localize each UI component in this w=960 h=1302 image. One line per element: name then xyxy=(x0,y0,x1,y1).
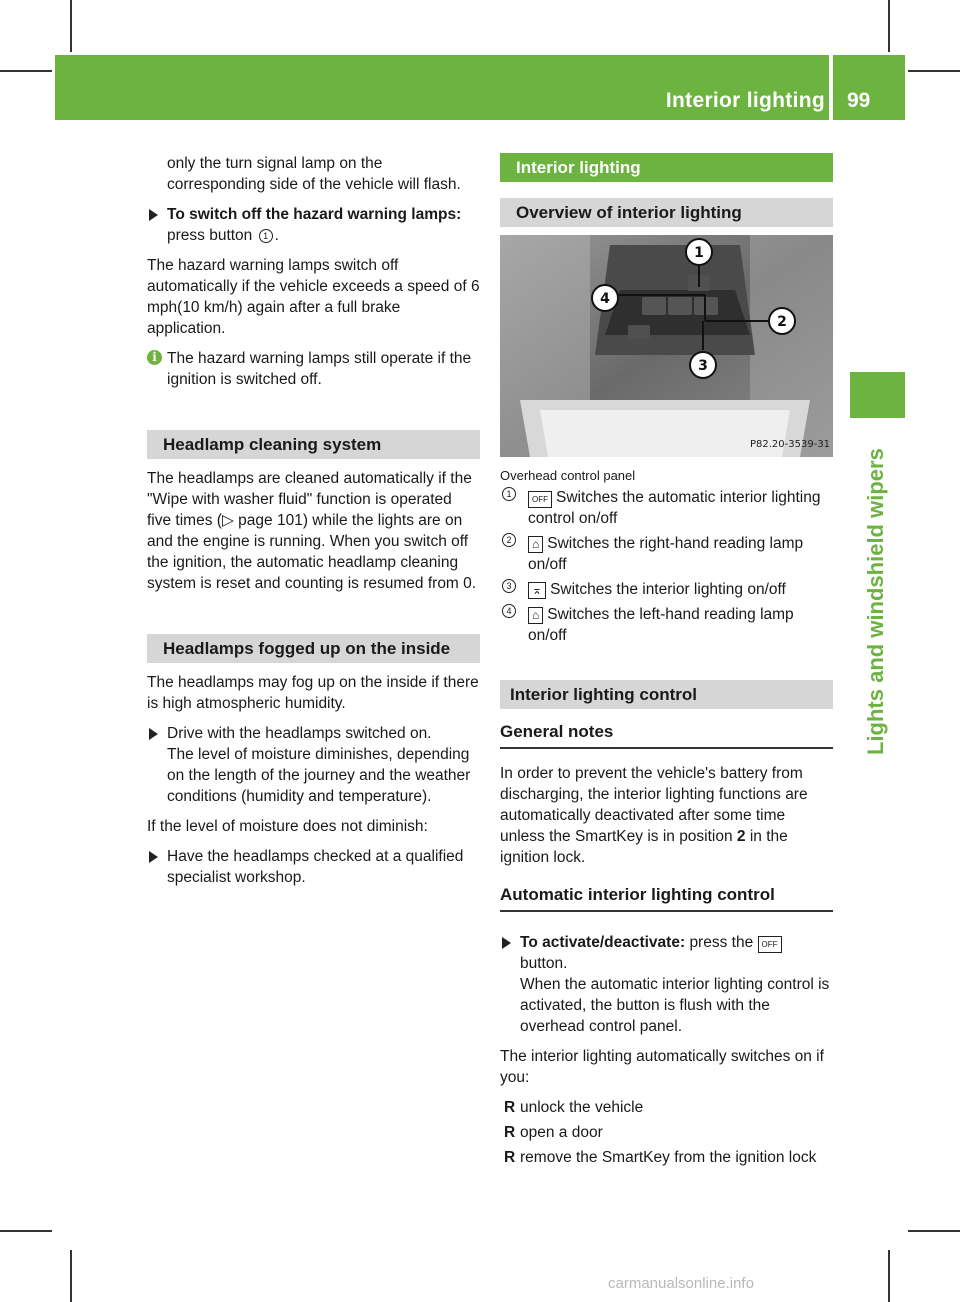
reading-lamp-icon: ⌂ xyxy=(528,536,543,553)
instruction-step xyxy=(147,723,480,807)
legend-item xyxy=(500,579,833,600)
legend-number: 3 xyxy=(502,579,516,593)
watermark: carmanualsonline.info xyxy=(608,1275,754,1292)
legend-text: Switches the automatic interior lighting control on/off xyxy=(528,489,821,527)
instruction-step: To switch off the hazard warning lamps: press button 1 . xyxy=(147,204,480,246)
list-item xyxy=(500,1122,833,1143)
bullet-icon: R xyxy=(504,1099,516,1116)
arrow-icon xyxy=(149,728,158,740)
crop-mark xyxy=(70,1250,72,1302)
step-label: To activate/deactivate: xyxy=(520,934,686,951)
paragraph: The interior lighting automatically switches on if you: xyxy=(500,1048,824,1086)
legend-number: 1 xyxy=(502,487,516,501)
arrow-icon xyxy=(502,937,511,949)
crop-mark xyxy=(908,1230,960,1232)
key-position: 2 xyxy=(736,828,746,845)
section-heading: Headlamps fogged up on the inside xyxy=(147,634,480,663)
paragraph: only the turn signal lamp on the corresponding side of the vehicle will flash. xyxy=(167,155,461,193)
subsection-heading: General notes xyxy=(500,721,833,749)
step-result: The level of moisture diminishes, depending on the length of the journey and the weather conditions (humidity and temperature). xyxy=(167,746,471,805)
reading-lamp-icon: ⌂ xyxy=(528,607,543,624)
page-number: 99 xyxy=(847,89,871,112)
callout-2-label: 2 xyxy=(777,314,787,330)
overhead-panel-photo xyxy=(500,235,833,457)
info-note xyxy=(147,348,480,390)
crop-mark xyxy=(888,1250,890,1302)
arrow-icon xyxy=(149,209,158,221)
subsection-heading: Automatic interior lighting control xyxy=(500,884,833,912)
step-text: press button xyxy=(167,227,253,244)
paragraph xyxy=(147,468,480,594)
legend-text: Switches the interior lighting on/off xyxy=(550,581,786,598)
callout-3 xyxy=(690,352,716,378)
interior-light-icon: ⌅ xyxy=(528,582,546,599)
paragraph: The hazard warning lamps switch off automatically if the vehicle exceeds a speed of 6 mph(10 km/h) again after a full brake application. xyxy=(147,257,480,337)
callout-1-label: 1 xyxy=(694,245,704,261)
callout-layer xyxy=(500,235,833,457)
paragraph: The headlamps may fog up on the inside if there is high atmospheric humidity. xyxy=(147,674,479,712)
callout-ref: 1 xyxy=(259,229,273,243)
left-column xyxy=(147,153,480,897)
legend-number: 2 xyxy=(502,533,516,547)
list-item-text: open a door xyxy=(520,1124,603,1141)
text: ) while the lights are on and the engine is running. When you switch off the ignition, the automatic headlamp cleaning system is reset and counting is resumed from 0. xyxy=(147,512,477,592)
list-item xyxy=(500,1097,833,1118)
legend-item xyxy=(500,487,833,529)
section-heading: Interior lighting xyxy=(500,153,833,182)
step-text: button. xyxy=(520,955,568,972)
auto-light-off-icon: OFF xyxy=(758,936,782,953)
crop-mark xyxy=(0,70,52,72)
legend-item xyxy=(500,533,833,575)
step-text: Drive with the headlamps switched on. xyxy=(167,725,432,742)
legend-text: Switches the right-hand reading lamp on/off xyxy=(528,535,804,573)
info-text: The hazard warning lamps still operate if the ignition is switched off. xyxy=(167,350,472,388)
bullet-icon: R xyxy=(504,1149,516,1166)
text: in the ignition lock. xyxy=(500,828,788,866)
section-heading: Headlamp cleaning system xyxy=(147,430,480,459)
crop-mark xyxy=(0,1230,52,1232)
crop-mark xyxy=(888,0,890,52)
page-title: Interior lighting xyxy=(665,89,825,112)
photo-caption: Overhead control panel xyxy=(500,468,636,483)
list-item-text: unlock the vehicle xyxy=(520,1099,644,1116)
instruction-step xyxy=(147,846,480,888)
list-item xyxy=(500,1147,833,1168)
callout-4 xyxy=(592,285,618,311)
right-column xyxy=(500,153,833,1172)
page-reference-link[interactable]: ▷ page 101 xyxy=(221,512,303,529)
header-separator xyxy=(829,55,833,120)
legend-text: Switches the left-hand reading lamp on/off xyxy=(528,606,794,644)
section-heading: Interior lighting control xyxy=(500,680,833,709)
info-icon: i xyxy=(147,350,162,365)
step-text: press the xyxy=(689,934,754,951)
text: The headlamps are cleaned automatically if the "Wipe with washer fluid" function is operated five times ( xyxy=(147,470,472,529)
photo-code: P82.20-3539-31 xyxy=(750,439,831,450)
callout-4-label: 4 xyxy=(600,291,610,307)
crop-mark xyxy=(908,70,960,72)
step-label: To switch off the hazard warning lamps: xyxy=(167,206,462,223)
legend-number: 4 xyxy=(502,604,516,618)
bullet-icon: R xyxy=(504,1124,516,1141)
text: In order to prevent the vehicle's battery from discharging, the interior lighting functions are automatically deactivated after some time unless the SmartKey is in position xyxy=(500,765,808,845)
step-result: When the automatic interior lighting control is activated, the button is flush with the overhead control panel. xyxy=(520,976,830,1035)
callout-2 xyxy=(769,308,795,334)
subsection-heading: Overview of interior lighting xyxy=(500,198,833,227)
step-text: Have the headlamps checked at a qualified specialist workshop. xyxy=(167,848,464,886)
list-item-text: remove the SmartKey from the ignition lock xyxy=(520,1149,817,1166)
callout-1 xyxy=(686,239,712,265)
auto-light-off-icon: OFF xyxy=(528,491,552,508)
arrow-icon xyxy=(149,851,158,863)
header-bar xyxy=(55,55,905,120)
instruction-step xyxy=(500,932,833,1037)
paragraph xyxy=(500,763,833,868)
legend-item xyxy=(500,604,833,646)
paragraph: If the level of moisture does not diminish: xyxy=(147,818,428,835)
crop-mark xyxy=(70,0,72,52)
side-chapter-label: Lights and windshield wipers xyxy=(863,448,888,755)
callout-3-label: 3 xyxy=(698,358,708,374)
